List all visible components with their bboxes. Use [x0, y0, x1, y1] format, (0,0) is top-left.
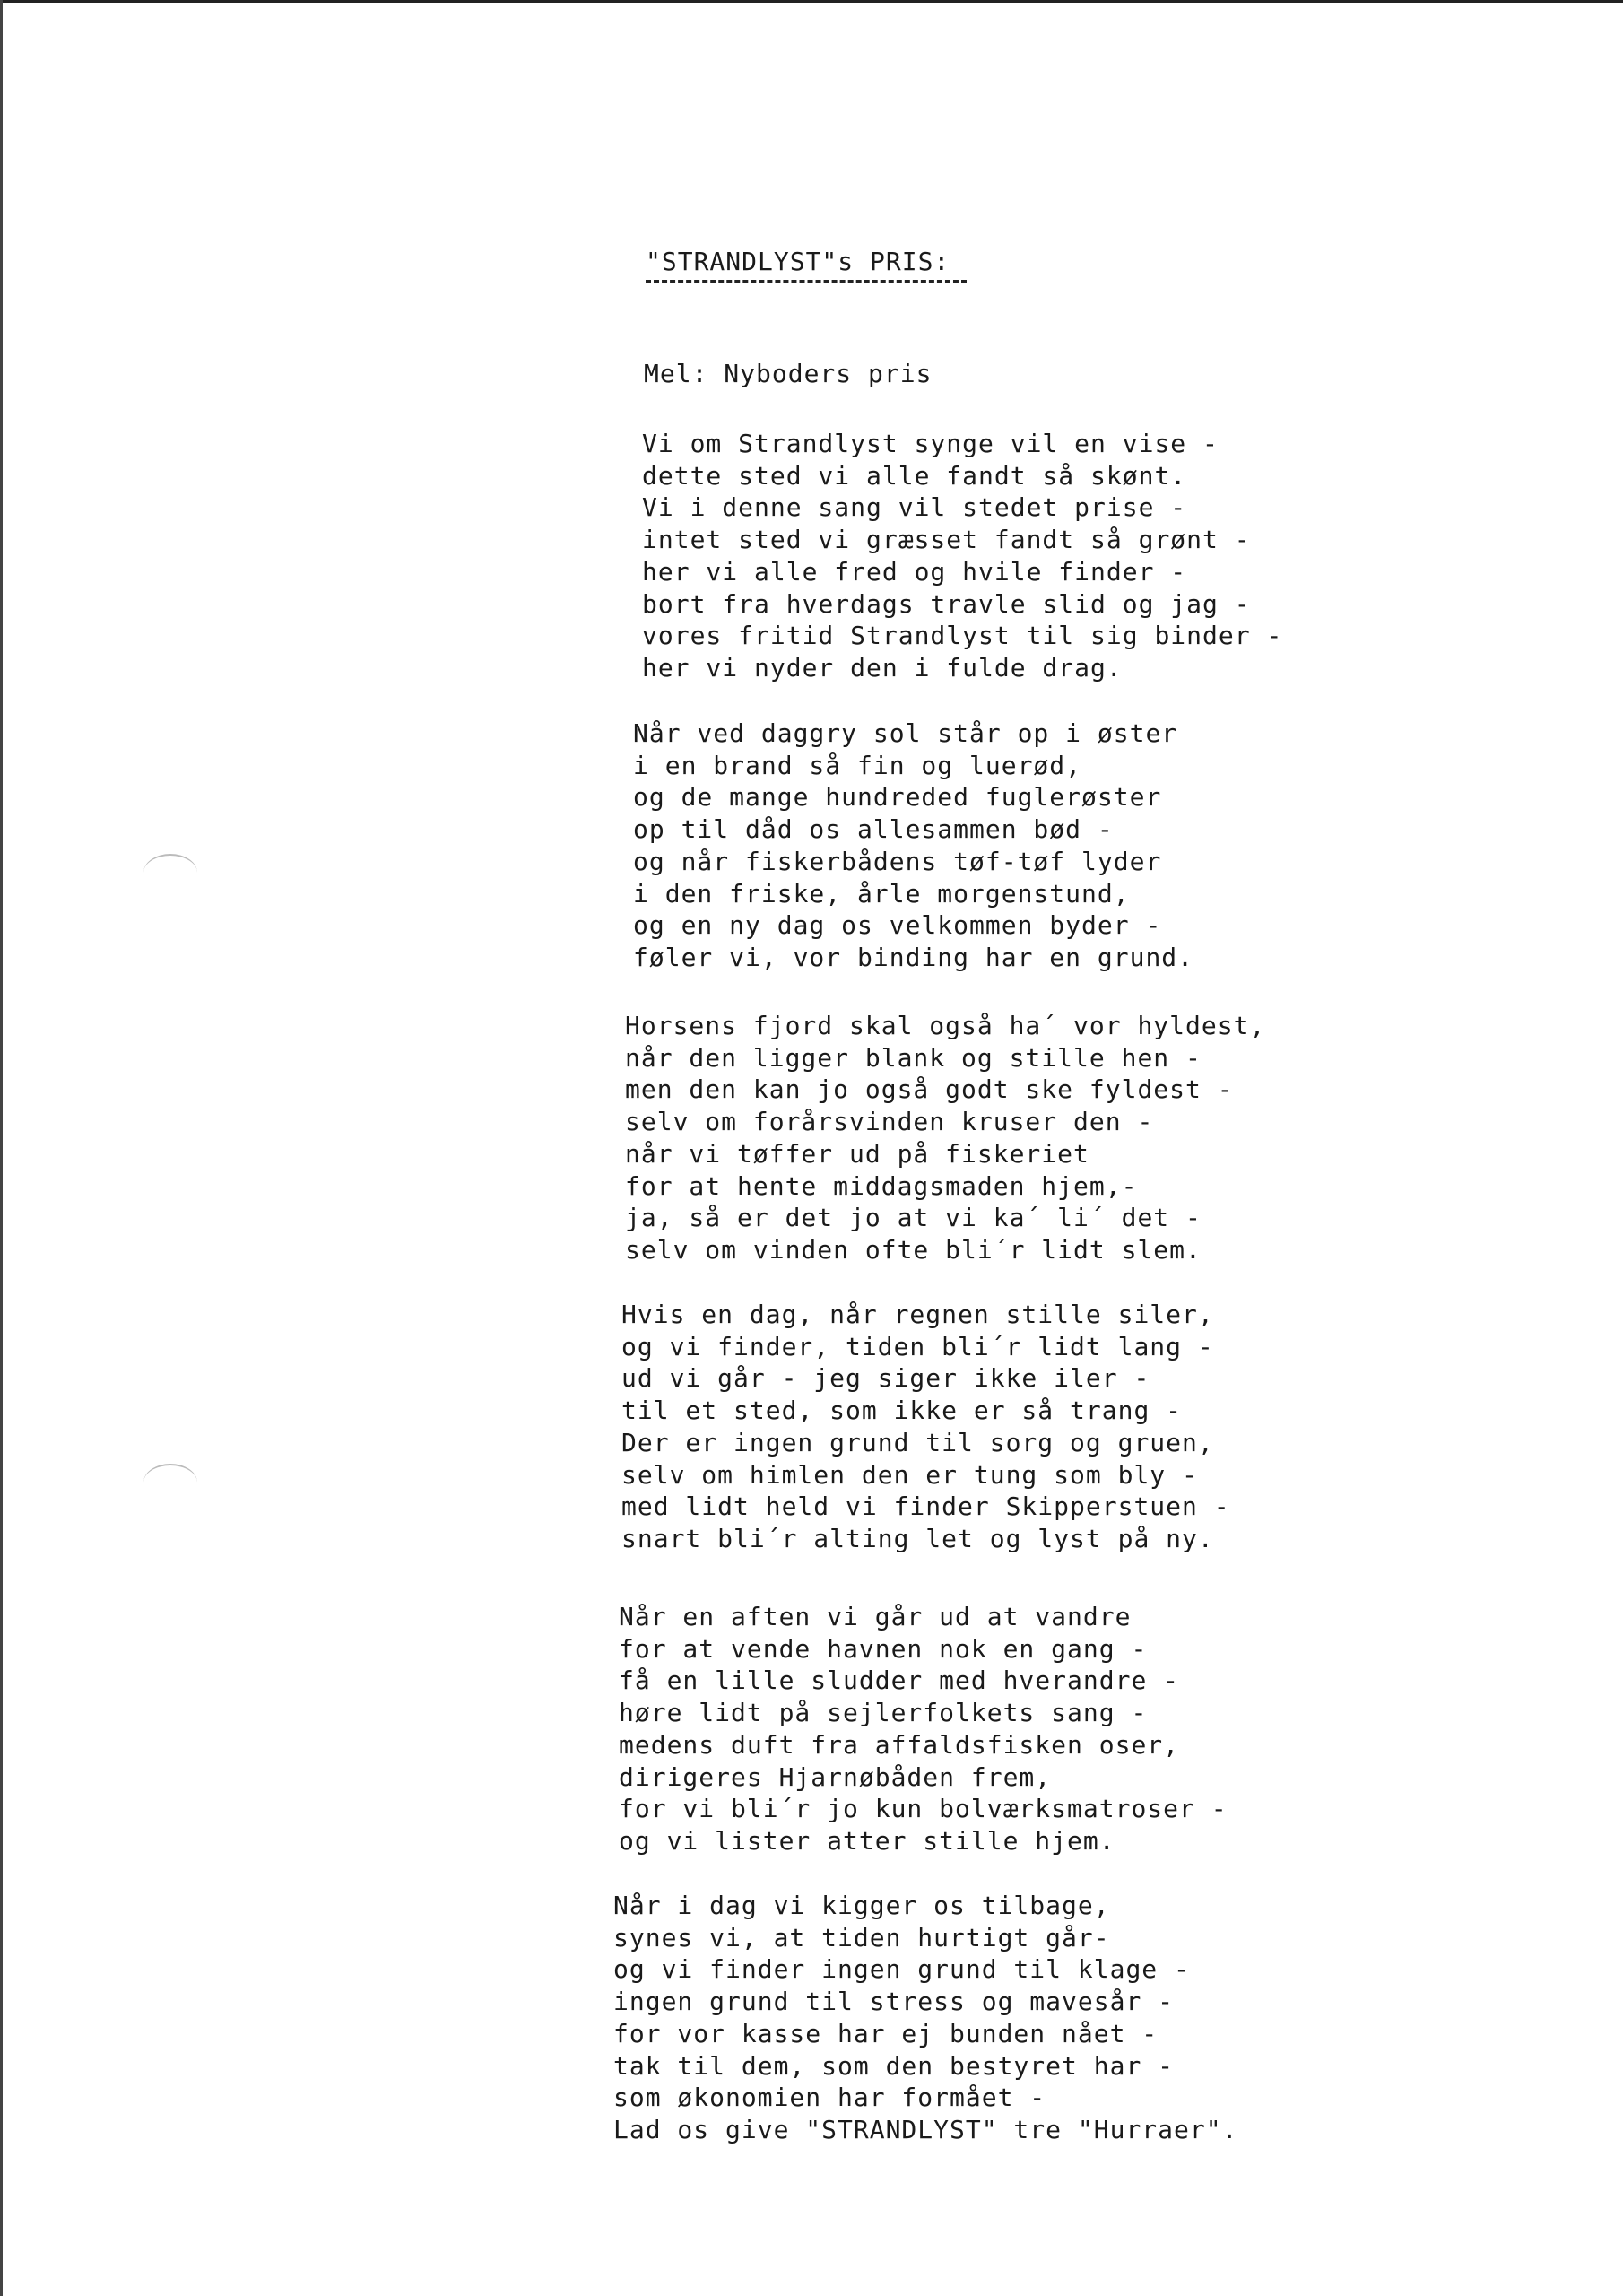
- verse-line: føler vi, vor binding har en grund.: [633, 942, 1194, 972]
- stanza-3: [625, 1010, 1265, 1266]
- verse-line: snart bli´r alting let og lyst på ny.: [621, 1523, 1214, 1553]
- verse-line: men den kan jo også godt ske fyldest -: [625, 1074, 1234, 1105]
- verse-line: når den ligger blank og stille hen -: [625, 1042, 1202, 1073]
- verse-line: Lad os give "STRANDLYST" tre "Hurraer".: [613, 2114, 1238, 2144]
- verse-line: selv om himlen den er tung som bly -: [621, 1459, 1198, 1490]
- verse-line: Når ved daggry sol står op i øster: [633, 718, 1178, 748]
- verse-line: Vi i denne sang vil stedet prise -: [642, 492, 1187, 523]
- verse-line: i den friske, årle morgenstund,: [633, 878, 1130, 909]
- stanza-6: [613, 1890, 1237, 2146]
- verse-line: Horsens fjord skal også ha´ vor hyldest,: [625, 1011, 1266, 1040]
- stanza-1: [642, 428, 1282, 684]
- stanza-4: [621, 1299, 1230, 1555]
- verse-line: Hvis en dag, når regnen stille siler,: [621, 1300, 1214, 1329]
- verse-line: tak til dem, som den bestyret har -: [613, 2050, 1175, 2081]
- verse-line: her vi nyder den i fulde drag.: [642, 652, 1123, 683]
- verse-line: ja, så er det jo at vi ka´ li´ det -: [625, 1203, 1202, 1233]
- verse-line: selv om forårsvinden kruser den -: [625, 1107, 1154, 1137]
- title-underline: [646, 280, 967, 283]
- verse-line: for at vende havnen nok en gang -: [619, 1633, 1148, 1664]
- verse-line: ingen grund til stress og mavesår -: [613, 1987, 1175, 2017]
- stanza-5: [619, 1601, 1228, 1857]
- page-top-edge: [0, 0, 1623, 3]
- punch-mark-lower: [143, 1464, 197, 1501]
- stanza-2: [633, 718, 1193, 974]
- punch-mark-upper: [143, 854, 197, 891]
- verse-line: her vi alle fred og hvile finder -: [642, 556, 1187, 587]
- verse-line: i en brand så fin og luerød,: [633, 750, 1082, 780]
- verse-line: for vor kasse har ej bunden nået -: [613, 2018, 1159, 2048]
- verse-line: når vi tøffer ud på fiskeriet: [625, 1138, 1089, 1169]
- verse-line: få en lille sludder med hverandre -: [619, 1665, 1180, 1696]
- verse-line: og en ny dag os velkommen byder -: [633, 910, 1162, 941]
- verse-line: intet sted vi græsset fandt så grønt -: [642, 525, 1251, 555]
- verse-line: og vi finder ingen grund til klage -: [613, 1954, 1190, 1985]
- document-title: "STRANDLYST"s PRIS:: [646, 247, 950, 276]
- verse-line: bort fra hverdags travle slid og jag -: [642, 588, 1251, 619]
- verse-line: medens duft fra affaldsfisken oser,: [619, 1729, 1180, 1760]
- page-left-edge: [0, 0, 3, 2296]
- verse-line: og de mange hundreded fuglerøster: [633, 782, 1162, 813]
- verse-line: synes vi, at tiden hurtigt går-: [613, 1922, 1110, 1952]
- verse-line: Der er ingen grund til sorg og gruen,: [621, 1427, 1214, 1457]
- verse-line: til et sted, som ikke er så trang -: [621, 1396, 1183, 1426]
- verse-line: dette sted vi alle fandt så skønt.: [642, 460, 1187, 491]
- verse-line: med lidt held vi finder Skipperstuen -: [621, 1492, 1230, 1522]
- melody-line: Mel: Nyboders pris: [644, 359, 933, 388]
- verse-line: op til dåd os allesammen bød -: [633, 814, 1114, 845]
- verse-line: ud vi går - jeg siger ikke iler -: [621, 1363, 1150, 1394]
- verse-line: Når i dag vi kigger os tilbage,: [613, 1891, 1110, 1920]
- verse-line: og vi lister atter stille hjem.: [619, 1825, 1115, 1856]
- verse-line: og vi finder, tiden bli´r lidt lang -: [621, 1331, 1214, 1361]
- verse-line: Når en aften vi går ud at vandre: [619, 1602, 1132, 1631]
- verse-line: vores fritid Strandlyst til sig binder -: [642, 621, 1283, 651]
- verse-line: som økonomien har formået -: [613, 2083, 1046, 2113]
- verse-line: dirigeres Hjarnøbåden frem,: [619, 1761, 1052, 1792]
- verse-line: selv om vinden ofte bli´r lidt slem.: [625, 1234, 1202, 1265]
- verse-line: for vi bli´r jo kun bolværksmatroser -: [619, 1794, 1228, 1824]
- verse-line: for at hente middagsmaden hjem,-: [625, 1170, 1138, 1201]
- verse-line: Vi om Strandlyst synge vil en vise -: [642, 429, 1219, 458]
- verse-line: høre lidt på sejlerfolkets sang -: [619, 1698, 1148, 1728]
- verse-line: og når fiskerbådens tøf-tøf lyder: [633, 846, 1162, 876]
